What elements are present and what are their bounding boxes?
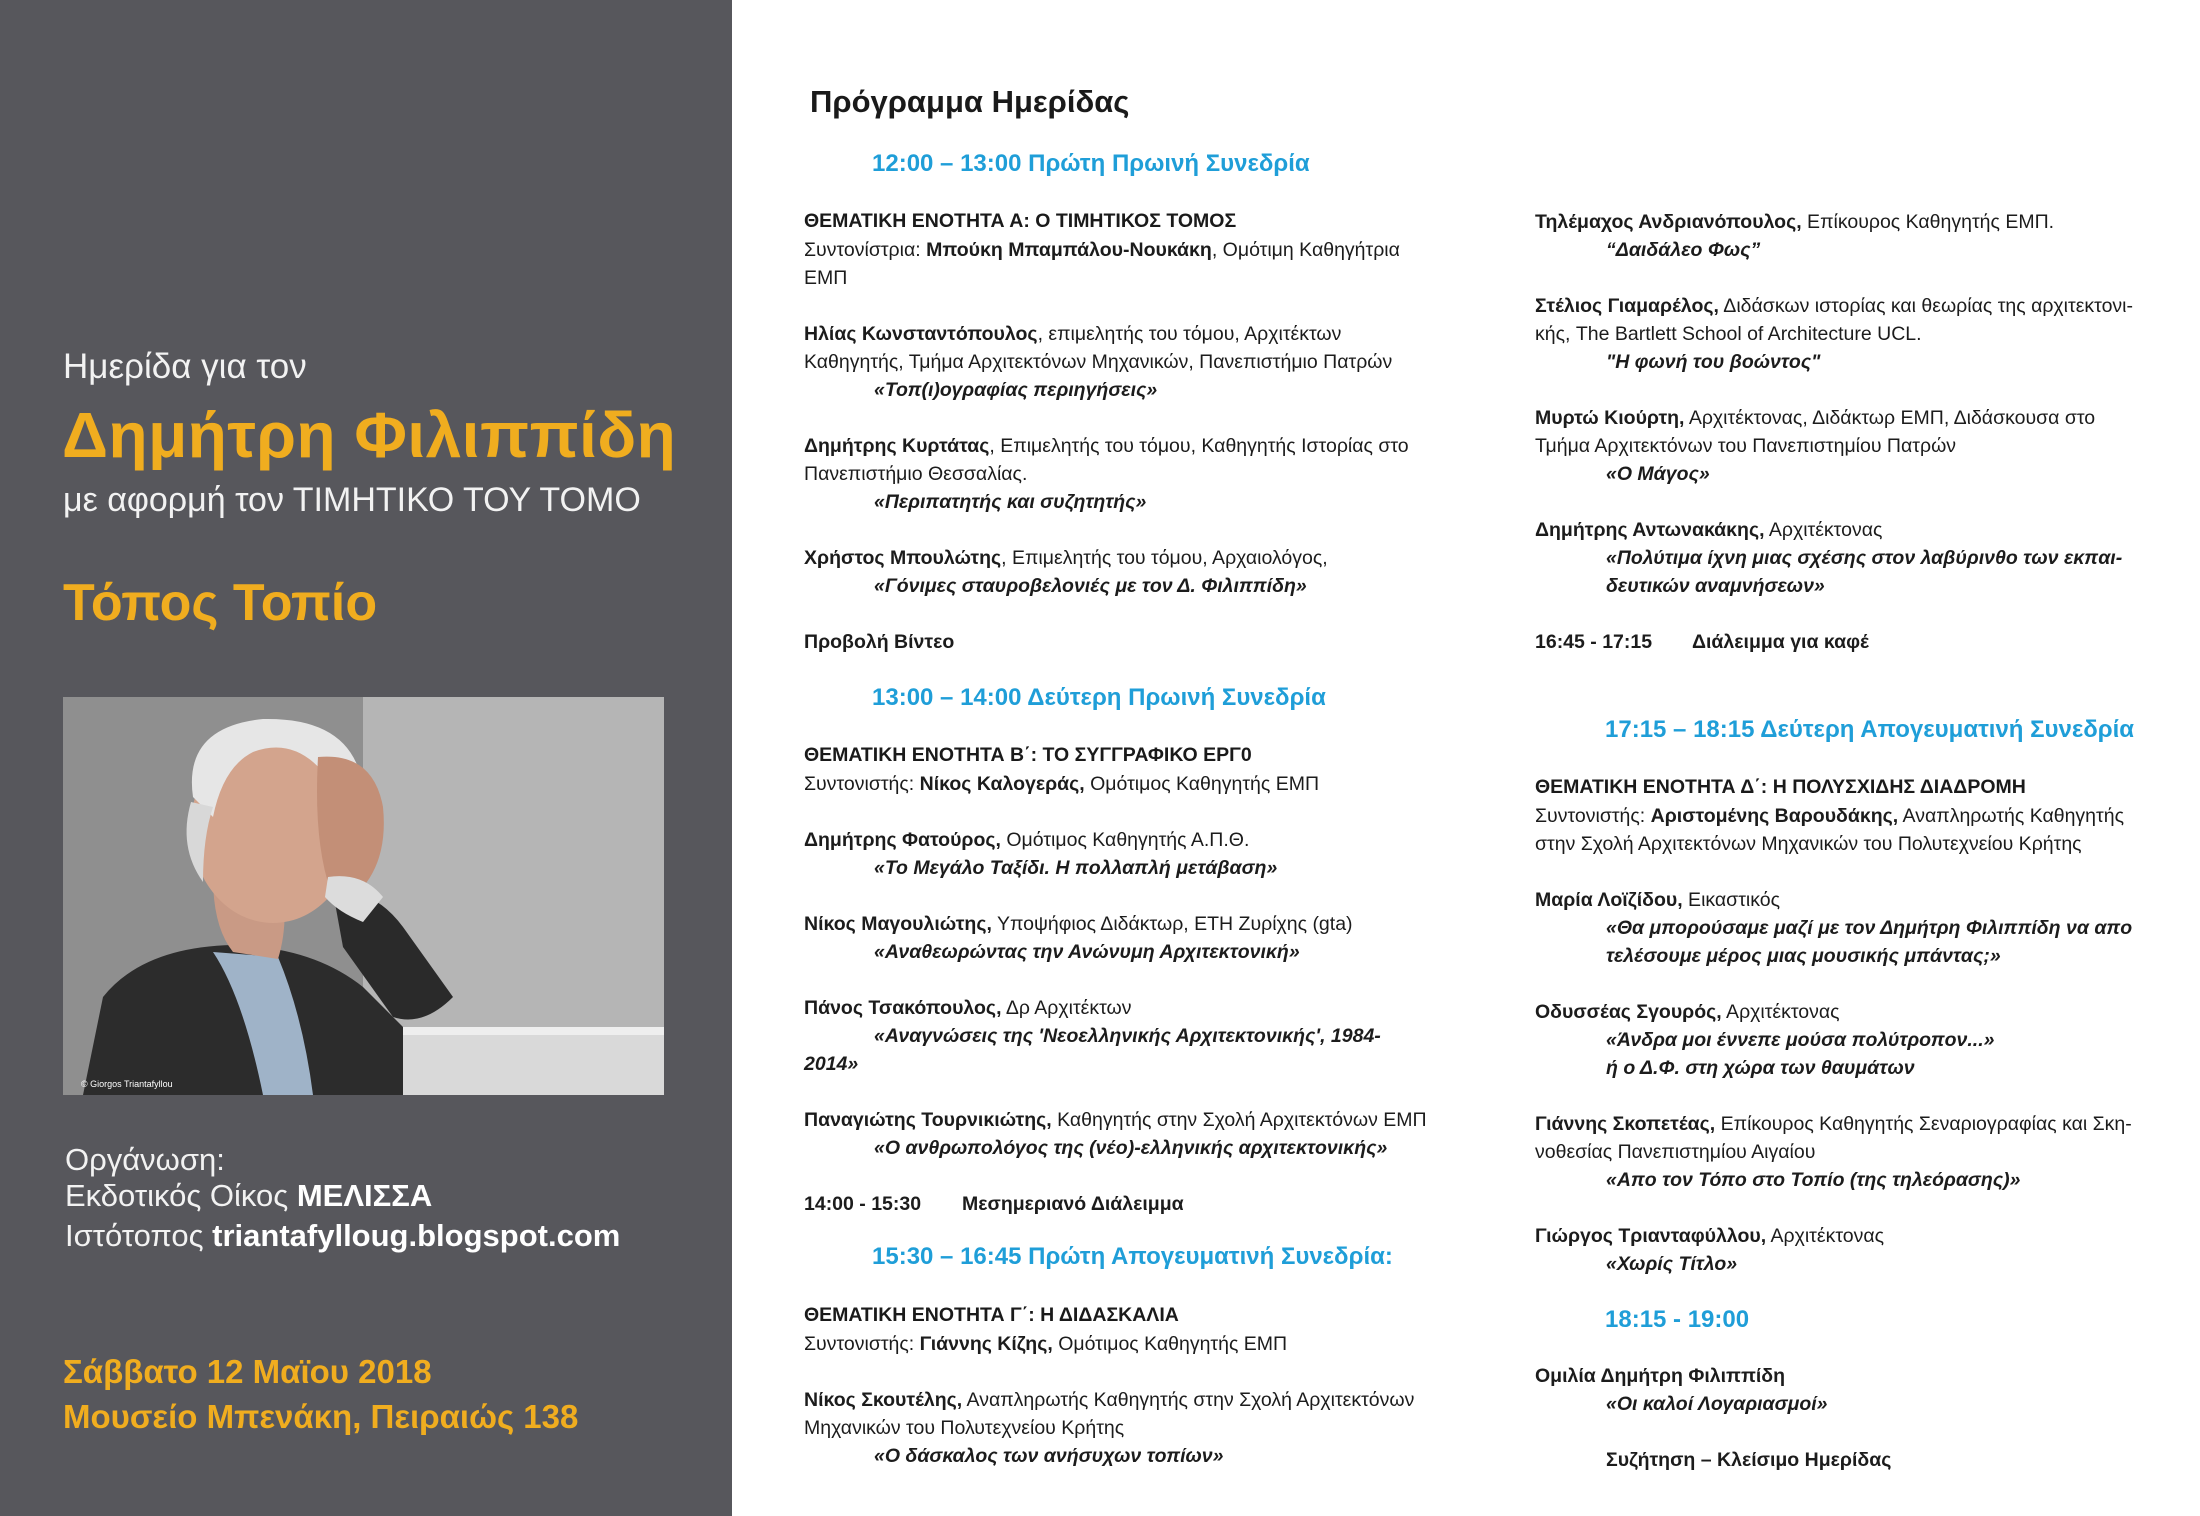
final-talk-label: Ομιλία Δημήτρη Φιλιππίδη bbox=[1535, 1365, 1786, 1387]
speaker-role: Εικαστικός bbox=[1682, 889, 1781, 911]
program-title: Πρόγραμμα Ημερίδας bbox=[810, 84, 1130, 119]
talk-title: «Πολύτιμα ίχνη μιας σχέσης στον λαβύρινθο των εκπαι- bbox=[1606, 547, 2123, 569]
speaker-role: , Επιμελητής του τόμου, Αρχαιολόγος, bbox=[1001, 547, 1328, 569]
talk-title-cont: δευτικών αναμνήσεων» bbox=[1606, 575, 1825, 597]
speaker-10 bbox=[1535, 292, 2133, 320]
speaker-role: Αρχιτέκτονας, Διδάκτωρ ΕΜΠ, Διδάσκουσα στο bbox=[1684, 407, 2096, 429]
publisher-line bbox=[65, 1178, 432, 1214]
speaker-name: Παναγιώτης Τουρνικιώτης, bbox=[804, 1109, 1052, 1131]
speaker-name: Γιώργος Τριανταφύλλου, bbox=[1535, 1225, 1767, 1247]
speaker-16 bbox=[1535, 1222, 1884, 1250]
publisher-name: ΜΕΛΙΣΣΑ bbox=[296, 1178, 433, 1213]
speaker-name: Νίκος Σκουτέλης, bbox=[804, 1389, 963, 1411]
speaker-role: Δρ Αρχιτέκτων bbox=[1001, 997, 1132, 1019]
coordinator-name: Μπούκη Μπαμπάλου-Νουκάκη bbox=[926, 239, 1212, 261]
left-panel bbox=[0, 0, 732, 1516]
speaker-8 bbox=[804, 1386, 1414, 1414]
talk-title: «Ο Μάγος» bbox=[1606, 463, 1710, 485]
speaker-name: Χρήστος Μπουλώτης bbox=[804, 547, 1002, 569]
talk-title-cont: τελέσουμε μέρος μιας μουσικής μπάντας;» bbox=[1606, 945, 2001, 967]
talk-title: «Απο τον Τόπο στο Τοπίο (της τηλεόρασης)» bbox=[1606, 1169, 2021, 1191]
coordinator-name: Νίκος Καλογεράς, bbox=[919, 773, 1085, 795]
talk-title: «Αναθεωρώντας την Ανώνυμη Αρχιτεκτονική» bbox=[874, 941, 1300, 963]
talk-title: «Γόνιμες σταυροβελονιές με τον Δ. Φιλιππίδη» bbox=[874, 575, 1307, 597]
speaker-name: Ηλίας Κωνσταντόπουλος bbox=[804, 323, 1038, 345]
talk-title: «Αναγνώσεις της 'Νεοελληνικής Αρχιτεκτονικής', 1984- bbox=[874, 1025, 1381, 1047]
theme-d-heading: ΘΕΜΑΤΙΚΗ ΕΝΟΤΗΤΑ Δ΄: Η ΠΟΛΥΣΧΙΔΗΣ ΔΙΑΔΡΟΜΗ bbox=[1535, 776, 2026, 798]
talk-title: «Άνδρα μοι έννεπε μούσα πολύτροπον...» bbox=[1606, 1029, 1995, 1051]
theme-b-coordinator bbox=[804, 770, 1319, 798]
website-prefix: Ιστότοπος bbox=[65, 1218, 213, 1253]
coordinator-role: Αναπληρωτής Καθηγητής bbox=[1898, 805, 2124, 827]
speaker-15 bbox=[1535, 1110, 2132, 1138]
speaker-12 bbox=[1535, 516, 1882, 544]
event-intro: Ημερίδα για τον bbox=[63, 347, 307, 386]
speaker-role: Διδάσκων ιστορίας και θεωρίας της αρχιτεκτονι- bbox=[1718, 295, 2133, 317]
video-screening bbox=[804, 628, 954, 656]
speaker-6 bbox=[804, 994, 1132, 1022]
coordinator-role: Ομότιμος Καθηγητής ΕΜΠ bbox=[1052, 1333, 1288, 1355]
speaker-role: Αρχιτέκτονας bbox=[1721, 1001, 1840, 1023]
theme-c-heading: ΘΕΜΑΤΙΚΗ ΕΝΟΤΗΤΑ Γ΄: Η ΔΙΔΑΣΚΑΛΙΑ bbox=[804, 1304, 1179, 1326]
speaker-name: Δημήτρης Κυρτάτας bbox=[804, 435, 990, 457]
speaker-role: Ομότιμος Καθηγητής Α.Π.Θ. bbox=[1000, 829, 1250, 851]
speaker-name: Πάνος Τσακόπουλος, bbox=[804, 997, 1002, 1019]
speaker-name: Οδυσσέας Σγουρός, bbox=[1535, 1001, 1722, 1023]
video-label: Προβολή Βίντεο bbox=[804, 631, 955, 653]
talk-title-cont: 2014» bbox=[804, 1053, 859, 1075]
theme-a-heading: ΘΕΜΑΤΙΚΗ ΕΝΟΤΗΤΑ Α: Ο ΤΙΜΗΤΙΚΟΣ ΤΟΜΟΣ bbox=[804, 210, 1237, 232]
speaker-13 bbox=[1535, 886, 1780, 914]
coordinator-name: Γιάννης Κίζης, bbox=[919, 1333, 1053, 1355]
publisher-prefix: Εκδοτικός Οίκος bbox=[65, 1178, 297, 1213]
talk-title: «Περιπατητής και συζητητής» bbox=[874, 491, 1147, 513]
portrait-illustration bbox=[63, 697, 664, 1095]
coffee-break bbox=[1535, 628, 1652, 656]
talk-title: «Ο ανθρωπολόγος της (νέο)-ελληνικής αρχιτεκτονικής» bbox=[874, 1137, 1388, 1159]
portrait-photo bbox=[63, 697, 664, 1095]
speaker-11-role-cont: Τμήμα Αρχιτεκτόνων του Πανεπιστημίου Πατρών bbox=[1535, 435, 1957, 457]
speaker-7 bbox=[804, 1106, 1427, 1134]
speaker-8-role-cont: Μηχανικών του Πολυτεχνείου Κρήτης bbox=[804, 1417, 1125, 1439]
speaker-name: Νίκος Μαγουλιώτης, bbox=[804, 913, 992, 935]
final-time-heading: 18:15 - 19:00 bbox=[1605, 1306, 1750, 1333]
theme-c-coordinator bbox=[804, 1330, 1287, 1358]
coordinator-prefix: Συντονίστρια: bbox=[804, 239, 927, 261]
organizer-label: Οργάνωση: bbox=[65, 1142, 225, 1177]
closing-label: Συζήτηση – Κλείσιμο Ημερίδας bbox=[1606, 1449, 1892, 1471]
closing-line bbox=[1606, 1446, 1891, 1474]
photo-credit: © Giorgos Triantafyllou bbox=[81, 1079, 173, 1089]
website-link[interactable]: triantafylloug.blogspot.com bbox=[212, 1218, 621, 1253]
speaker-name: Δημήτρης Φατούρος, bbox=[804, 829, 1001, 851]
theme-d-coordinator bbox=[1535, 802, 2124, 830]
talk-title: "Η φωνή του βοώντος" bbox=[1606, 351, 1821, 373]
final-talk-line bbox=[1535, 1362, 1785, 1390]
talk-title: «Ο δάσκαλος των ανήσυχων τοπίων» bbox=[874, 1445, 1224, 1467]
event-date: Σάββατο 12 Μαϊου 2018 bbox=[63, 1353, 432, 1390]
coordinator-role: , Ομότιμη Καθηγήτρια bbox=[1211, 239, 1400, 261]
coordinator-prefix: Συντονιστής: bbox=[804, 773, 920, 795]
lunch-break bbox=[804, 1190, 921, 1218]
coordinator-role: Ομότιμος Καθηγητής ΕΜΠ bbox=[1084, 773, 1320, 795]
speaker-role: , επιμελητής του τόμου, Αρχιτέκτων bbox=[1037, 323, 1342, 345]
speaker-role: Επίκουρος Καθηγητής ΕΜΠ. bbox=[1801, 211, 2055, 233]
session-4-heading: 17:15 – 18:15 Δεύτερη Απογευματινή Συνεδρία bbox=[1605, 716, 2135, 743]
lunch-break-label bbox=[962, 1190, 1184, 1218]
session-2-heading: 13:00 – 14:00 Δεύτερη Πρωινή Συνεδρία bbox=[872, 684, 1326, 711]
talk-title: “Δαιδάλεο Φως” bbox=[1606, 239, 1761, 261]
speaker-10-role-cont: κής, The Bartlett School of Architecture UCL. bbox=[1535, 323, 1922, 345]
session-3-heading: 15:30 – 16:45 Πρώτη Απογευματινή Συνεδρία: bbox=[872, 1243, 1393, 1270]
talk-title: «Τοπ(ι)ογραφίας περιηγήσεις» bbox=[874, 379, 1158, 401]
speaker-role: Αρχιτέκτονας bbox=[1766, 1225, 1885, 1247]
speaker-name: Μυρτώ Κιούρτη, bbox=[1535, 407, 1685, 429]
coordinator-prefix: Συντονιστής: bbox=[804, 1333, 920, 1355]
speaker-name: Γιάννης Σκοπετέας, bbox=[1535, 1113, 1716, 1135]
coffee-label: Διάλειμμα για καφέ bbox=[1692, 631, 1869, 653]
theme-a-coordinator bbox=[804, 236, 1400, 264]
theme-d-coordinator-role-cont: στην Σχολή Αρχιτεκτόνων Μηχανικών του Πολυτεχνείου Κρήτης bbox=[1535, 833, 2082, 855]
coffee-time: 16:45 - 17:15 bbox=[1535, 631, 1653, 653]
speaker-1-role-cont: Καθηγητής, Τμήμα Αρχιτεκτόνων Μηχανικών, Πανεπιστήμιο Πατρών bbox=[804, 351, 1393, 373]
speaker-3 bbox=[804, 544, 1328, 572]
final-talk-title: «Οι καλοί Λογαριασμοί» bbox=[1606, 1393, 1828, 1415]
event-occasion: με αφορμή τον ΤΙΜΗΤΙΚΟ ΤΟΥ ΤΟΜΟ bbox=[63, 481, 641, 519]
speaker-name: Μαρία Λοϊζίδου, bbox=[1535, 889, 1683, 911]
coordinator-name: Αριστομένης Βαρουδάκης, bbox=[1650, 805, 1899, 827]
speaker-name: Δημήτρης Αντωνακάκης, bbox=[1535, 519, 1765, 541]
speaker-role: Επίκουρος Καθηγητής Σεναριογραφίας και Σκη- bbox=[1715, 1113, 2132, 1135]
speaker-role: Υποψήφιος Διδάκτωρ, ETH Ζυρίχης (gta) bbox=[991, 913, 1353, 935]
speaker-14 bbox=[1535, 998, 1840, 1026]
session-1-heading: 12:00 – 13:00 Πρώτη Πρωινή Συνεδρία bbox=[872, 150, 1310, 177]
talk-title: «Θα μπορούσαμε μαζί με τον Δημήτρη Φιλιππίδη να απο bbox=[1606, 917, 2133, 939]
coffee-break-label bbox=[1692, 628, 1869, 656]
coordinator-prefix: Συντονιστής: bbox=[1535, 805, 1651, 827]
speaker-5 bbox=[804, 910, 1353, 938]
website-line bbox=[65, 1218, 620, 1254]
speaker-9 bbox=[1535, 208, 2054, 236]
speaker-15-role-cont: νοθεσίας Πανεπιστημίου Αιγαίου bbox=[1535, 1141, 1816, 1163]
speaker-role: Αρχιτέκτονας bbox=[1764, 519, 1883, 541]
speaker-4 bbox=[804, 826, 1249, 854]
theme-a-coordinator-role-cont: ΕΜΠ bbox=[804, 267, 848, 289]
speaker-name: Στέλιος Γιαμαρέλος, bbox=[1535, 295, 1719, 317]
event-venue: Μουσείο Μπενάκη, Πειραιώς 138 bbox=[63, 1398, 579, 1435]
theme-b-heading: ΘΕΜΑΤΙΚΗ ΕΝΟΤΗΤΑ Β΄: ΤΟ ΣΥΓΓΡΑΦΙΚΟ ΕΡΓ0 bbox=[804, 744, 1252, 766]
lunch-time: 14:00 - 15:30 bbox=[804, 1193, 922, 1215]
speaker-role: , Επιμελητής του τόμου, Καθηγητής Ιστορίας στο bbox=[989, 435, 1409, 457]
speaker-2 bbox=[804, 432, 1409, 460]
lunch-label: Μεσημεριανό Διάλειμμα bbox=[962, 1193, 1184, 1215]
talk-title: «Χωρίς Τίτλο» bbox=[1606, 1253, 1738, 1275]
talk-title-cont: ή ο Δ.Φ. στη χώρα των θαυμάτων bbox=[1606, 1057, 1915, 1079]
speaker-11 bbox=[1535, 404, 2095, 432]
book-title: Τόπος Τοπίο bbox=[63, 574, 378, 632]
speaker-2-role-cont: Πανεπιστήμιο Θεσσαλίας. bbox=[804, 463, 1028, 485]
speaker-1 bbox=[804, 320, 1341, 348]
speaker-name: Τηλέμαχος Ανδριανόπουλος, bbox=[1535, 211, 1802, 233]
speaker-role: Αναπληρωτής Καθηγητής στην Σχολή Αρχιτεκτόνων bbox=[962, 1389, 1415, 1411]
speaker-role: Καθηγητής στην Σχολή Αρχιτεκτόνων ΕΜΠ bbox=[1051, 1109, 1427, 1131]
talk-title: «Το Μεγάλο Ταξίδι. Η πολλαπλή μετάβαση» bbox=[874, 857, 1278, 879]
honoree-name: Δημήτρη Φιλιππίδη bbox=[62, 399, 677, 471]
